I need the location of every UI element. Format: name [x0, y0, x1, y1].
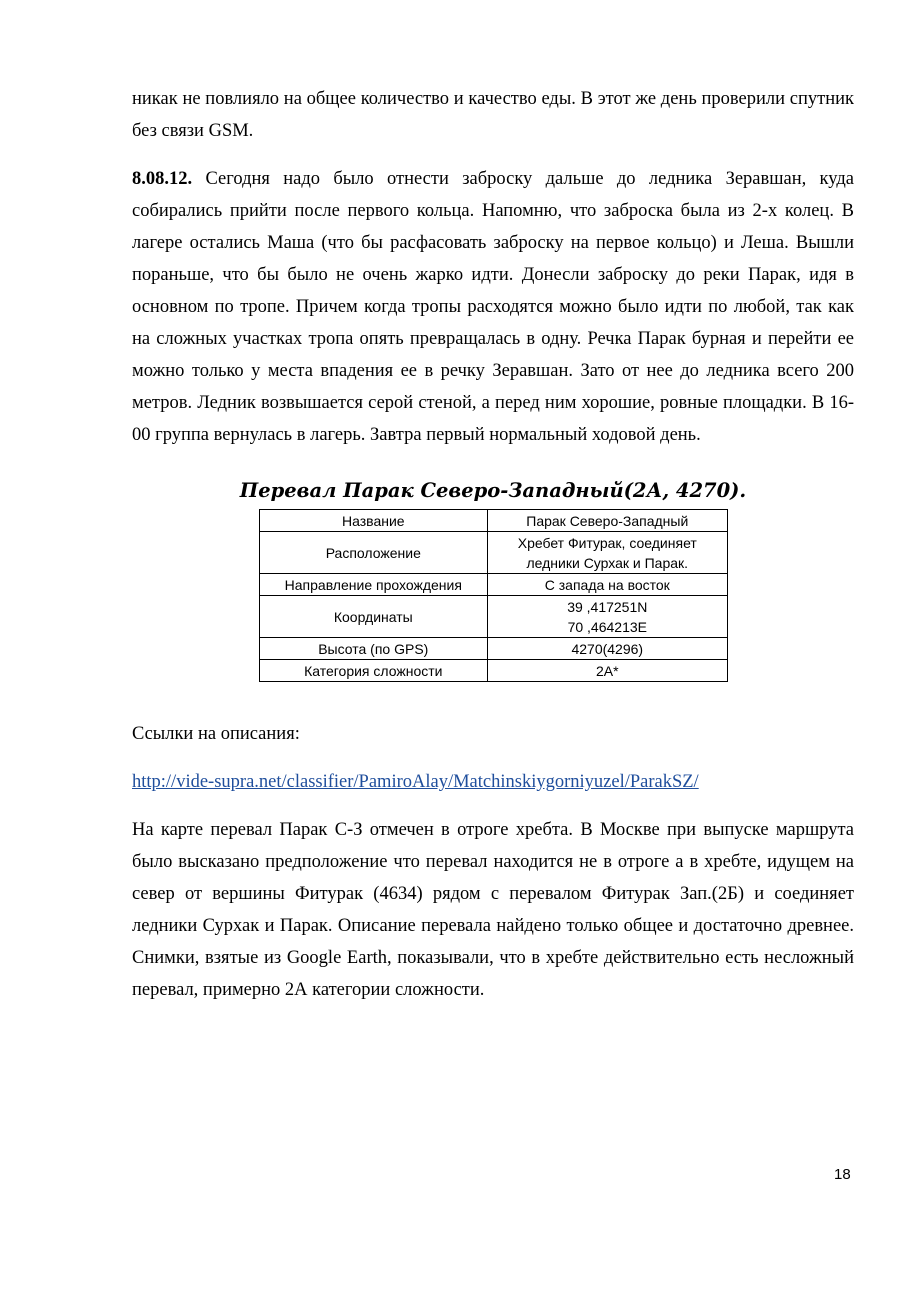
page-number: 18	[834, 1166, 851, 1183]
table-row	[260, 596, 728, 638]
table-value	[487, 532, 727, 574]
table-row	[260, 638, 728, 660]
links-label: Ссылки на описания:	[132, 724, 300, 744]
intro-paragraph: никак не повлияло на общее количество и качество еды. В этот же день проверили спутник без связи GSM.	[132, 89, 854, 141]
table-key: Координаты	[260, 596, 488, 638]
table-value	[487, 596, 727, 638]
pass-title: Перевал Парак Северо-Западный(2А, 4270).	[239, 479, 747, 502]
diary-entry	[132, 163, 854, 451]
table-row	[260, 510, 728, 532]
table-key: Категория сложности	[260, 660, 488, 682]
table-value-line: ледники Сурхак и Парак.	[526, 554, 689, 571]
table-value: 4270(4296)	[487, 638, 727, 660]
table-row	[260, 574, 728, 596]
document-page	[132, 83, 854, 1006]
description-link[interactable]: http://vide-supra.net/classifier/PamiroAlay/Matchinskiygorniyuzel/ParakSZ/	[132, 772, 699, 792]
entry-text: Сегодня надо было отнести заброску дальше до ледника Зеравшан, куда собирались прийти после первого кольца. Напомню, что заброска была из 2-х колец. В лагере остались Маша (что бы расфасовать заброску на первое кольцо) и Леша. Вышли пораньше, что бы было не очень жарко идти. Донесли заброску до реки Парак, идя в основном по тропе. Причем когда тропы расходятся можно было идти по любой, так как на сложных участках тропа опять превращалась в одну. Речка Парак бурная и перейти ее можно только у места впадения ее в речку Зеравшан. Зато от нее до ледника всего 200 метров. Ледник возвышается серой стеной, а перед ним хорошие, ровные площадки. В 16-00 группа вернулась в лагерь. Завтра первый нормальный ходовой день.	[132, 169, 854, 445]
table-key: Направление прохождения	[260, 574, 488, 596]
table-row	[260, 532, 728, 574]
entry-date: 8.08.12.	[132, 169, 193, 189]
table-value-line: 39 ,417251N	[567, 598, 648, 615]
table-value: Парак Северо-Западный	[487, 510, 727, 532]
table-key: Расположение	[260, 532, 488, 574]
table-value-line: Хребет Фитурак, соединяет	[517, 534, 697, 551]
table-row	[260, 660, 728, 682]
table-value-line: 70 ,464213E	[567, 618, 647, 635]
pass-info-table	[259, 509, 728, 682]
table-value: 2А*	[487, 660, 727, 682]
table-key: Название	[260, 510, 488, 532]
table-key: Высота (по GPS)	[260, 638, 488, 660]
table-value: С запада на восток	[487, 574, 727, 596]
final-paragraph: На карте перевал Парак С-З отмечен в отроге хребта. В Москве при выпуске маршрута было высказано предположение что перевал находится не в отроге а в хребте, идущем на север от вершины Фитурак (4634) рядом с перевалом Фитурак Зап.(2Б) и соединяет ледники Сурхак и Парак. Описание перевала найдено только общее и достаточно древнее. Снимки, взятые из Google Earth, показывали, что в хребте действительно есть несложный перевал, примерно 2А категории сложности.	[132, 820, 854, 1000]
